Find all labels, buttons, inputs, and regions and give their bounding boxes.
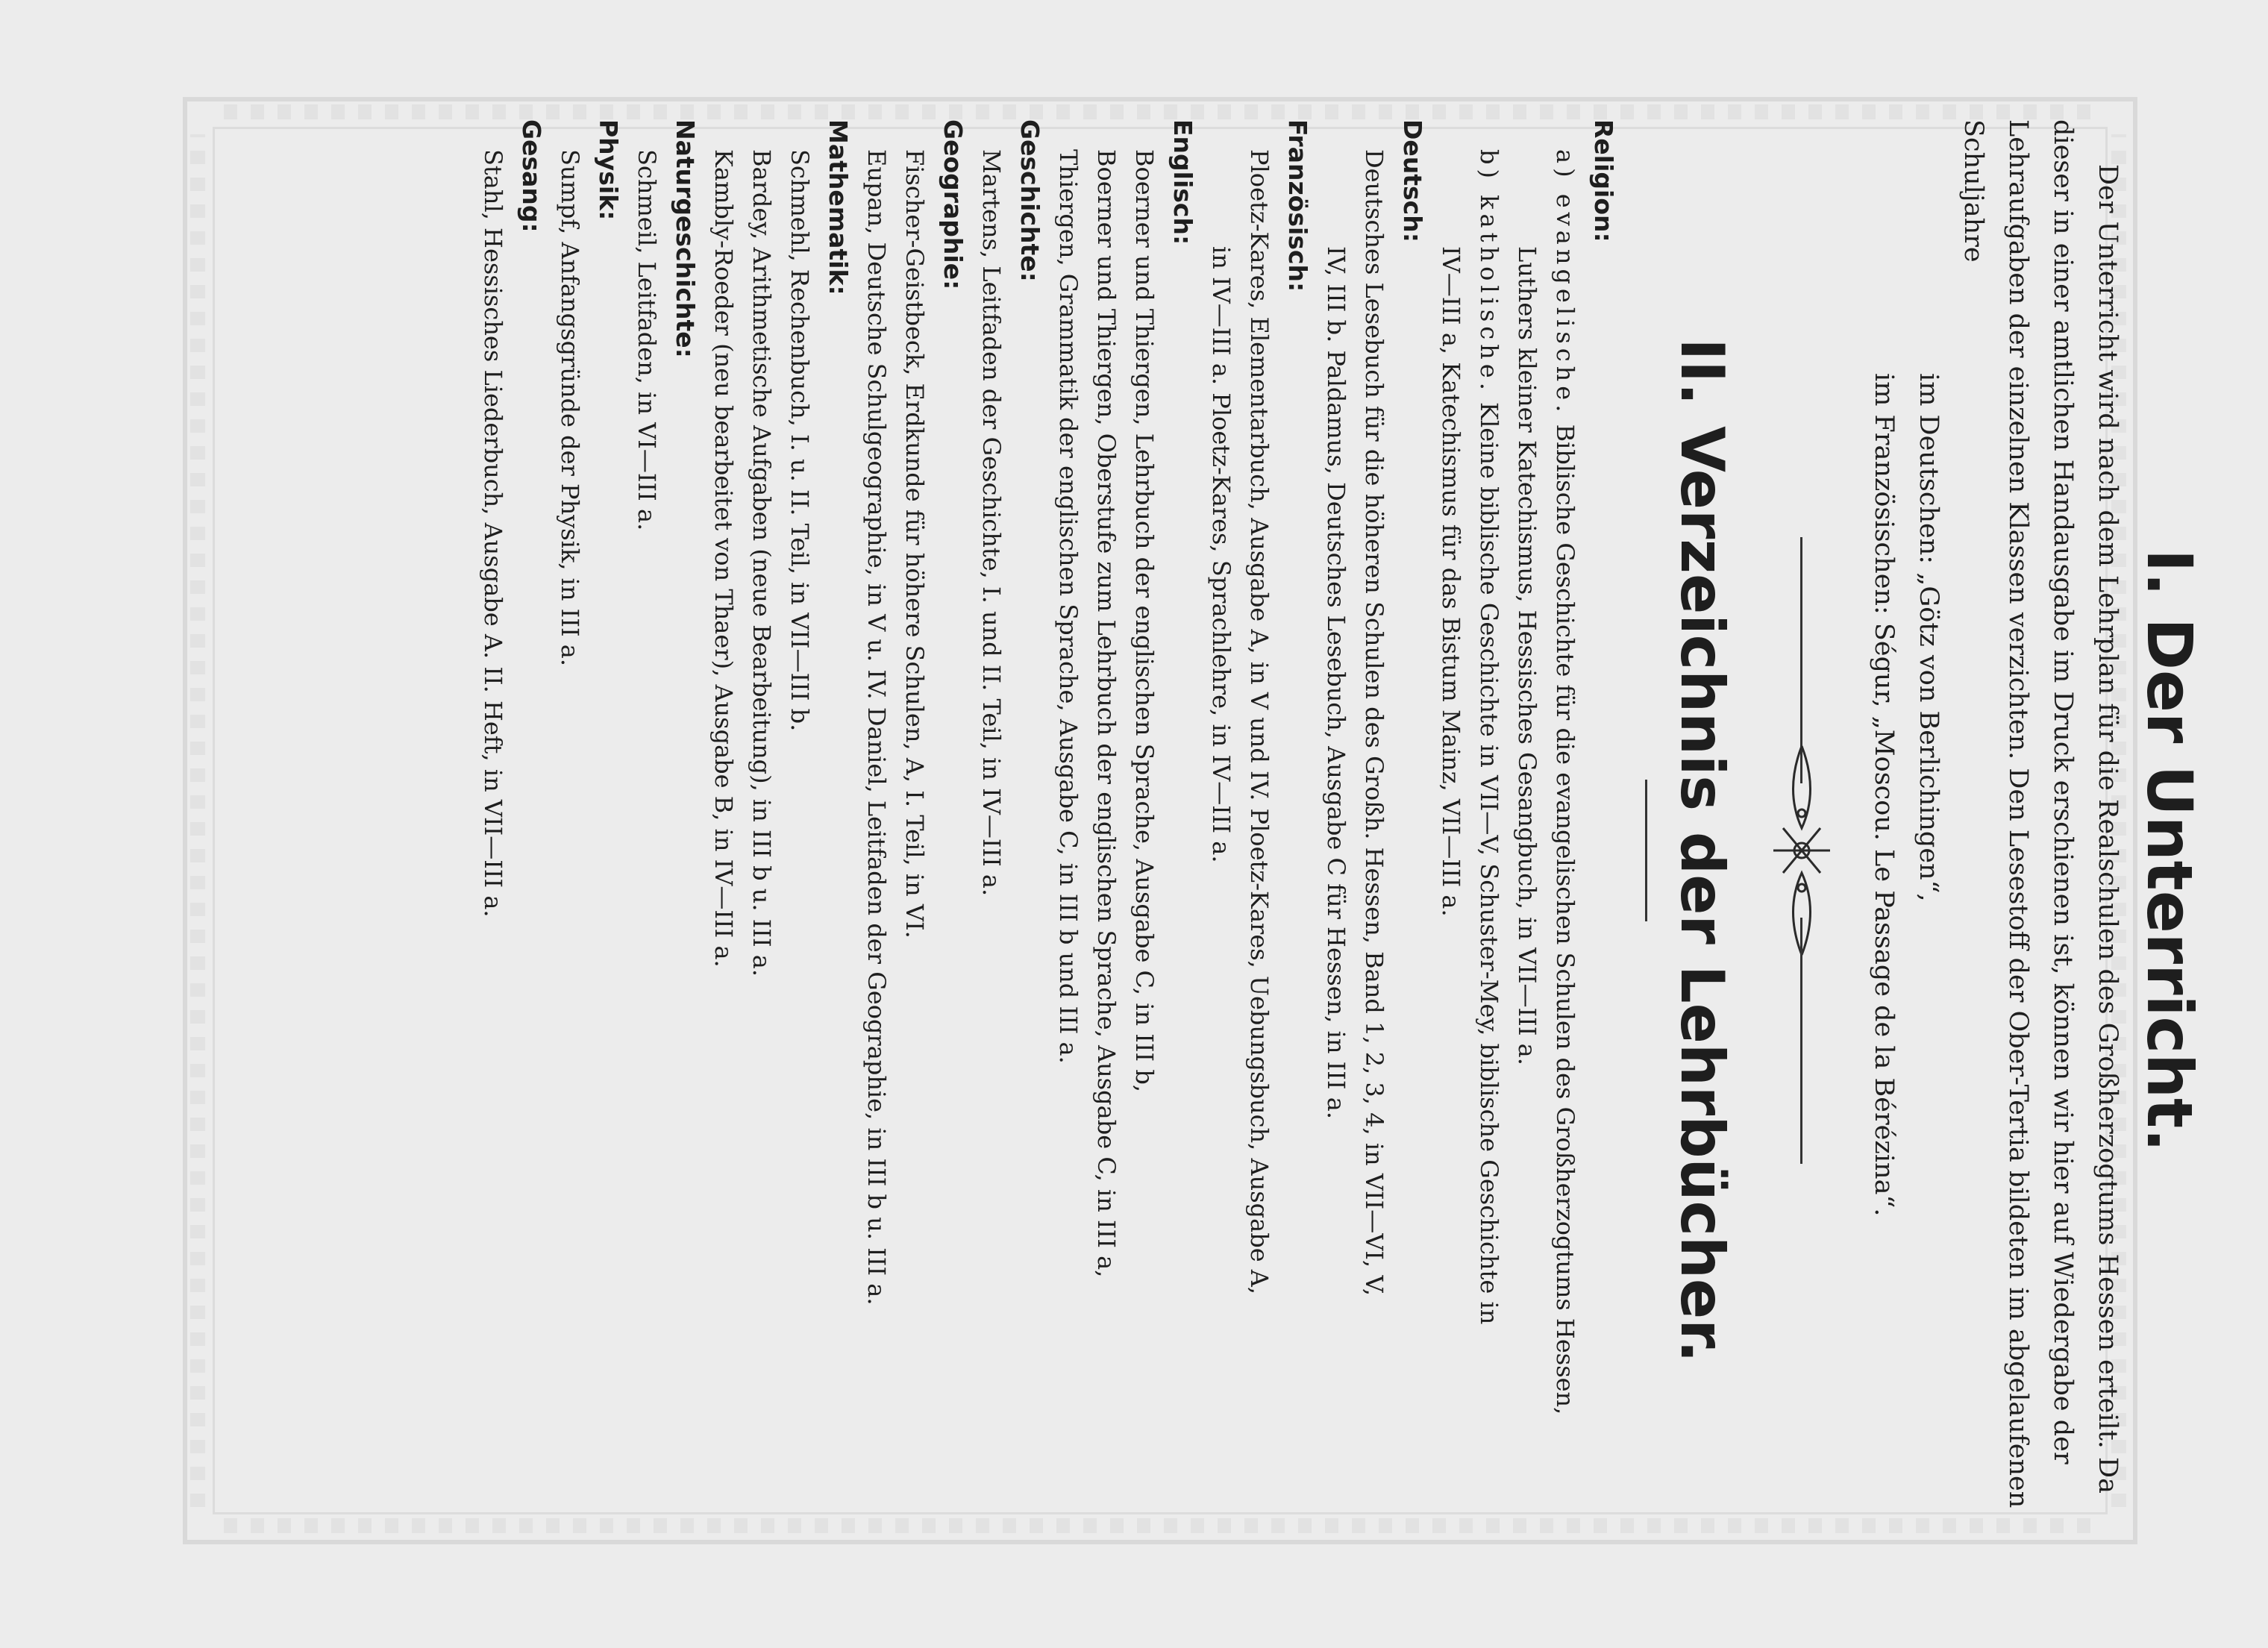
reading-list bbox=[1861, 373, 1951, 1582]
textbook-line: Luthers kleiner Katechismus, Hessisches Gesangbuch, in VII—III a. bbox=[1513, 246, 1541, 1065]
textbook-line: Thiergen, Grammatik der englischen Sprache, Ausgabe C, in III b und III a. bbox=[1054, 149, 1083, 1064]
textbook-line: Boerner und Thiergen, Oberstufe zum Lehrbuch der englischen Sprache, Ausgabe C, in III a, bbox=[1092, 149, 1121, 1278]
ornament-rule-right bbox=[1800, 918, 1802, 1164]
textbook-line bbox=[1470, 119, 1508, 1582]
subject-name: Geographie: bbox=[939, 119, 968, 290]
textbook-line: Ploetz-Kares, Elementarbuch, Ausgabe A, in V und IV. Ploetz-Kares, Uebungsbuch, Ausgabe A, bbox=[1245, 149, 1274, 1295]
subject-religion bbox=[1432, 119, 1623, 1582]
line-label: a) evangelische. bbox=[1551, 149, 1579, 417]
subject-englisch bbox=[1049, 119, 1202, 1582]
reading-lang: im Französischen: bbox=[1869, 373, 1899, 615]
textbook-line: Martens, Leitfaden der Geschichte, I. und II. Teil, in IV—III a. bbox=[977, 149, 1006, 897]
line-text: Biblische Geschichte für die evangelischen Schulen des Großherzogtums Hessen, bbox=[1551, 424, 1579, 1415]
textbook-line: IV—III a, Katechismus für das Bistum Mainz, VII—III a. bbox=[1437, 246, 1465, 917]
textbook-line: IV, III b. Paldamus, Deutsches Lesebuch, Ausgabe C für Hessen, in III a. bbox=[1322, 246, 1350, 1119]
subject-physik bbox=[551, 119, 627, 1582]
subject-deutsch bbox=[1317, 119, 1432, 1582]
line-text: Kleine biblische Geschichte in VII—V, Schuster-Mey, biblische Geschichte in bbox=[1475, 402, 1503, 1325]
subject-name: Religion: bbox=[1589, 119, 1618, 242]
subject-franzoesisch bbox=[1202, 119, 1317, 1582]
subject-name: Deutsch: bbox=[1398, 119, 1427, 242]
subject-name: Gesang: bbox=[517, 119, 546, 233]
textbook-line: Sumpf, Anfangsgründe der Physik, in III a. bbox=[556, 149, 584, 667]
subject-gesang bbox=[474, 119, 551, 1582]
heading-rule bbox=[1645, 780, 1647, 921]
line-label: b) katholische. bbox=[1475, 149, 1503, 395]
reading-title: Ségur, „Moscou. Le Passage de la Bérézina“. bbox=[1869, 622, 1899, 1217]
rotated-page-content bbox=[149, 119, 2238, 1582]
subject-mathematik bbox=[704, 119, 857, 1582]
textbook-line: Kambly-Roeder (neu bearbeitet von Thaer), Ausgabe B, in IV—III a. bbox=[709, 149, 738, 968]
subject-name: Englisch: bbox=[1168, 119, 1197, 245]
textbook-line: Eupan, Deutsche Schulgeographie, in V u. IV. Daniel, Leitfaden der Geographie, in III b u. III a. bbox=[862, 149, 891, 1306]
subject-name: Naturgeschichte: bbox=[671, 119, 700, 358]
subject-naturgeschichte bbox=[627, 119, 704, 1582]
section-ornament bbox=[1753, 119, 1850, 1582]
intro-paragraph: Der Unterricht wird nach dem Lehrplan für die Realschulen des Großherzogtums Hessen erteilt. Da dieser in einer amtlichen Handausgabe im Druck erschienen ist, können wir hier auf Wiedergabe der Lehraufgaben der einzelnen Klassen verzichten. Den Lesestoff der Ober-Tertia bildeten im abgelaufenen Schuljahre bbox=[1958, 119, 2123, 1508]
textbook-line: Deutsches Lesebuch für die höheren Schulen des Großh. Hessen, Band 1, 2, 3, 4, in VII—VI, V, bbox=[1360, 149, 1388, 1296]
heading-unterricht: I. Der Unterricht. bbox=[2133, 548, 2206, 1153]
textbook-line: Bardey, Arithmetische Aufgaben (neue Bearbeitung), in III b u. III a. bbox=[748, 149, 776, 977]
border-ornament-band-top bbox=[224, 104, 2104, 119]
subject-name: Mathematik: bbox=[824, 119, 853, 295]
subject-geschichte bbox=[972, 119, 1049, 1582]
subject-name: Französisch: bbox=[1283, 119, 1312, 292]
textbook-line: Schmeil, Leitfaden, in VI—III a. bbox=[633, 149, 661, 531]
reading-lang: im Deutschen: bbox=[1914, 373, 1943, 565]
textbook-line bbox=[1546, 119, 1584, 1582]
subject-name: Geschichte: bbox=[1015, 119, 1044, 282]
reading-title: „Götz von Berlichingen“, bbox=[1914, 572, 1943, 902]
subject-name: Physik: bbox=[594, 119, 623, 221]
reading-french bbox=[1861, 373, 1906, 1582]
subject-geographie bbox=[857, 119, 972, 1582]
textbook-line: Stahl, Hessisches Liederbuch, Ausgabe A. II. Heft, in VII—III a. bbox=[479, 149, 507, 918]
heading-lehrbuecher: II. Verzeichnis der Lehrbücher. bbox=[1667, 338, 1737, 1363]
textbook-line: Boerner und Thiergen, Lehrbuch der englischen Sprache, Ausgabe C, in III b, bbox=[1130, 149, 1159, 1092]
textbook-line: Schmehl, Rechenbuch, I. u. II. Teil, in VII—III b. bbox=[786, 149, 814, 732]
textbook-line: in IV—III a. Ploetz-Kares, Sprachlehre, in IV—III a. bbox=[1207, 246, 1235, 863]
reading-german bbox=[1906, 373, 1951, 1582]
textbook-line: Fischer-Geistbeck, Erdkunde für höhere Schulen, A, I. Teil, in VI. bbox=[900, 149, 929, 939]
